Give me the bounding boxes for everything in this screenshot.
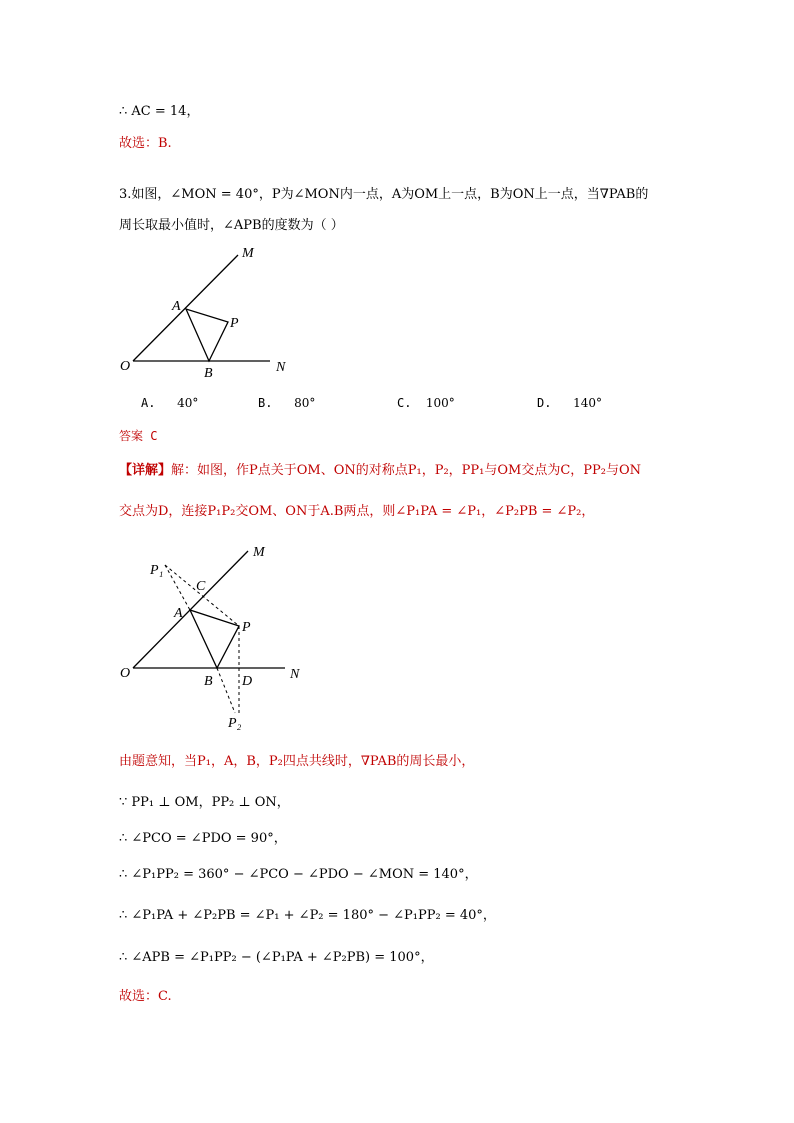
label-O2: O — [120, 666, 131, 681]
label-O: O — [120, 359, 131, 374]
label-M: M — [242, 246, 254, 261]
label-P2: P₂ — [228, 716, 242, 731]
detail-text-1: 解：如图，作P点关于OM、ON的对称点P₁，P₂，PP₁与OM交点为C，PP₂与ON — [171, 463, 642, 478]
label-D: D — [242, 674, 253, 689]
solution-line5: ∴ ∠P₁PA + ∠P₂PB = ∠P₁ + ∠P₂ = 180° − ∠P₁PP₂ = 40°， — [119, 908, 496, 923]
label-B: B — [204, 366, 213, 381]
detail-line2: 交点为D，连接P₁P₂交OM、ON于A.B两点，则∠P₁PA = ∠P₁，∠P₂PB = ∠P₂， — [119, 504, 595, 519]
option-b: B. 80° — [258, 396, 316, 410]
label-B2: B — [204, 674, 213, 689]
figure-2-diagram — [110, 535, 320, 735]
label-A2: A — [174, 606, 183, 621]
final-answer-line: 故选：C. — [119, 989, 172, 1004]
option-c: C. 100° — [397, 396, 455, 410]
answer-line: 答案 C — [119, 429, 158, 443]
option-d: D. 140° — [537, 396, 603, 410]
solution-line1: 由题意知，当P₁，A，B，P₂四点共线时，∇PAB的周长最小， — [119, 754, 475, 769]
label-A: A — [172, 299, 181, 314]
figure-1-diagram — [110, 240, 310, 380]
detail-line1 — [119, 462, 641, 480]
label-N: N — [276, 360, 286, 375]
question-3-line2: 周长取最小值时，∠APB的度数为（ ） — [119, 218, 344, 233]
line-ac-result: ∴ AC = 14， — [119, 104, 200, 119]
question-3-line1: 3.如图，∠MON = 40°，P为∠MON内一点，A为OM上一点，B为ON上一点，当∇PAB的 — [119, 187, 649, 202]
solution-line4: ∴ ∠P₁PP₂ = 360° − ∠PCO − ∠PDO − ∠MON = 140°， — [119, 867, 478, 882]
label-C: C — [196, 579, 206, 594]
label-P: P — [230, 316, 239, 331]
label-P2-point: P — [242, 620, 251, 635]
line-choose-b: 故选：B. — [119, 136, 172, 151]
label-P1: P₁ — [150, 563, 164, 578]
detail-tag: 【详解】 — [119, 463, 172, 478]
solution-line2: ∵ PP₁ ⊥ OM，PP₂ ⊥ ON， — [119, 795, 290, 810]
solution-line3: ∴ ∠PCO = ∠PDO = 90°， — [119, 831, 287, 846]
solution-line6: ∴ ∠APB = ∠P₁PP₂ − (∠P₁PA + ∠P₂PB) = 100°， — [119, 950, 434, 965]
option-a: A. 40° — [141, 396, 199, 410]
label-N2: N — [290, 667, 300, 682]
label-M2: M — [253, 545, 265, 560]
